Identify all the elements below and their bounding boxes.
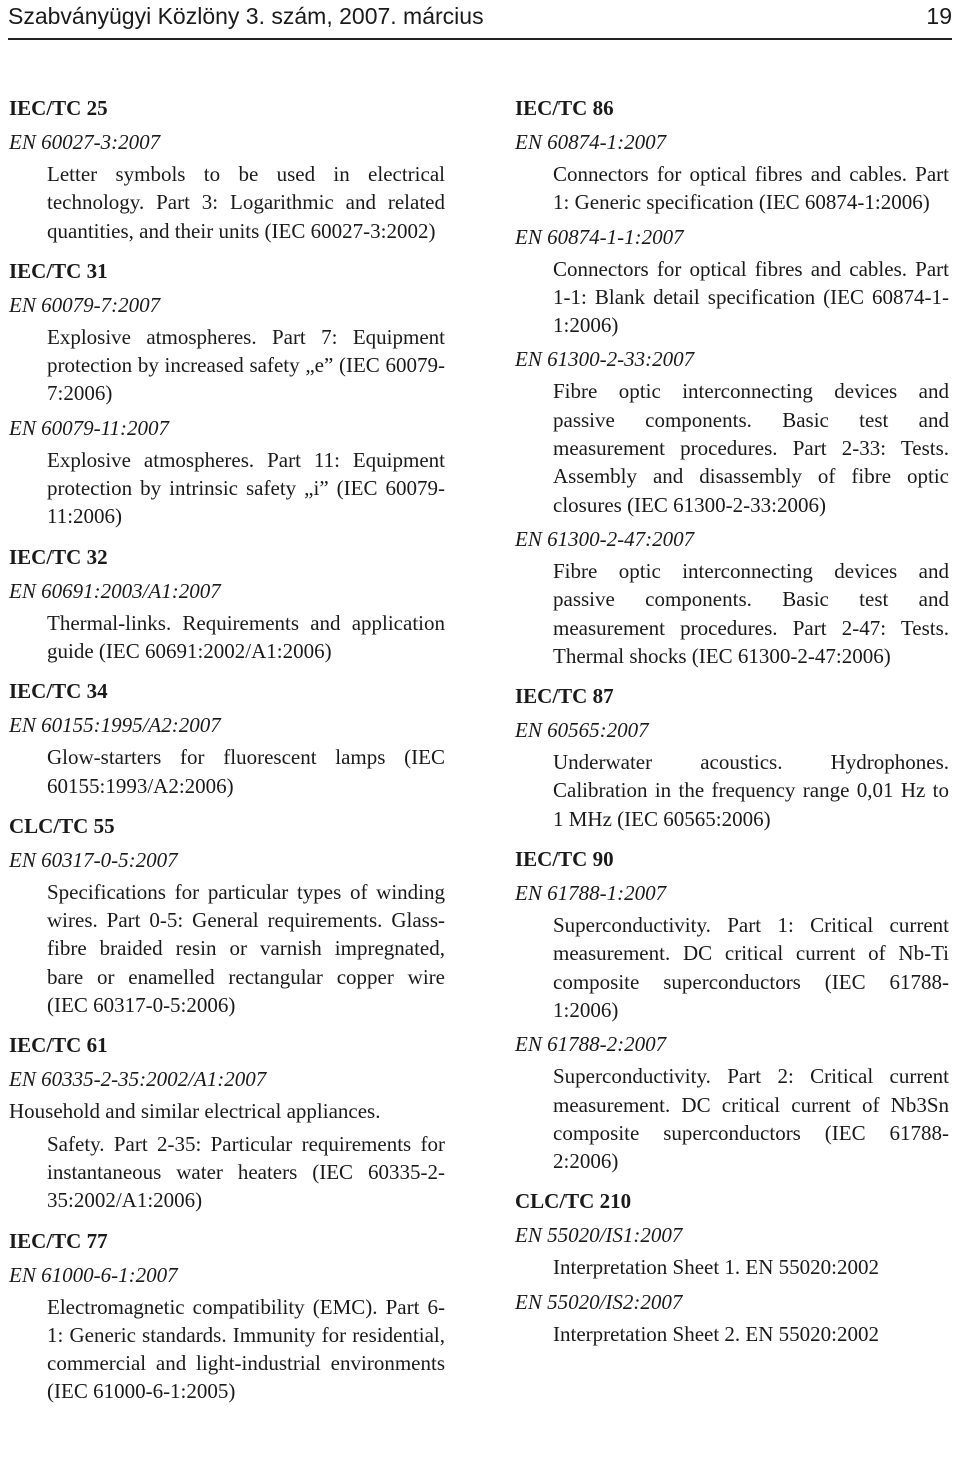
standard-description: Specifications for particular types of winding wires. Part 0-5: General requirements. Glass-fibre braided resin or varnish impregnated, bare or enamelled rectangular copper wire (IEC 60317-0-5:2006) — [47, 879, 445, 1018]
standard-description: Superconductivity. Part 1: Critical current measurement. DC critical current of Nb-Ti composite superconductors (IEC 61788-1:2006) — [553, 913, 949, 1022]
committee-heading: IEC/TC 25 — [9, 96, 108, 120]
standard-description: Letter symbols to be used in electrical technology. Part 3: Logarithmic and related quantities, and their units (IEC 60027-3:2002) — [47, 162, 445, 243]
standard-number: EN 60874-1:2007 — [515, 130, 667, 154]
right-column — [515, 90, 953, 1348]
standard-number: EN 60691:2003/A1:2007 — [9, 578, 221, 603]
standard-description: Superconductivity. Part 2: Critical current measurement. DC critical current of Nb3Sn composite superconductors (IEC 61788-2:2006) — [553, 1064, 949, 1174]
standard-number: EN 61788-1:2007 — [515, 881, 667, 906]
committee-heading: IEC/TC 87 — [515, 684, 614, 709]
standard-description: Fibre optic interconnecting devices and passive components. Basic test and measurement procedures. Part 2-47: Tests. Thermal shocks (IEC 61300-2-47:2006) — [553, 558, 949, 668]
standard-number: EN 61300-2-47:2007 — [515, 526, 695, 551]
standard-number: EN 55020/IS2:2007 — [515, 1289, 683, 1314]
standard-description: Interpretation Sheet 2. EN 55020:2002 — [553, 1321, 880, 1346]
committee-heading: IEC/TC 61 — [9, 1033, 108, 1058]
standard-description: Underwater acoustics. Hydrophones. Calibration in the frequency range 0,01 Hz to 1 MHz (IEC 60565:2006) — [553, 750, 949, 831]
standard-description: Thermal-links. Requirements and application guide (IEC 60691:2002/A1:2006) — [47, 610, 445, 663]
page-header — [8, 0, 952, 40]
standard-number: EN 60565:2007 — [515, 718, 649, 743]
left-column — [9, 90, 449, 1406]
committee-heading: IEC/TC 31 — [9, 258, 108, 283]
standard-description: Interpretation Sheet 1. EN 55020:2002 — [553, 1255, 880, 1280]
committee-heading: CLC/TC 55 — [9, 813, 115, 838]
committee-heading: CLC/TC 210 — [515, 1189, 632, 1214]
standard-number: EN 60155:1995/A2:2007 — [9, 713, 221, 738]
journal-title: Szabványügyi Közlöny 3. szám, 2007. március — [8, 3, 484, 29]
committee-heading: IEC/TC 86 — [515, 96, 614, 120]
committee-heading: IEC/TC 77 — [9, 1228, 108, 1253]
standard-description: Household and similar electrical appliances. — [9, 1099, 381, 1124]
standard-number: EN 60317-0-5:2007 — [9, 847, 178, 872]
standard-description: Fibre optic interconnecting devices and passive components. Basic test and measurement procedures. Part 2-33: Tests. Assembly and disassembly of fibre optic closures (IEC 61300-2-33:2006) — [553, 379, 949, 517]
page-number: 19 — [926, 3, 952, 29]
standard-description: Explosive atmospheres. Part 7: Equipment protection by increased safety „e” (IEC 60079-7:2006) — [47, 324, 445, 406]
standard-number: EN 55020/IS1:2007 — [515, 1223, 683, 1248]
standard-description: Glow-starters for fluorescent lamps (IEC 60155:1993/A2:2006) — [47, 745, 445, 798]
committee-heading: IEC/TC 34 — [9, 679, 108, 704]
standard-description: Connectors for optical fibres and cables. Part 1: Generic specification (IEC 60874-1:2006) — [553, 162, 949, 215]
standard-number: EN 60027-3:2007 — [9, 130, 161, 154]
standard-number: EN 61300-2-33:2007 — [515, 347, 695, 372]
standard-number: EN 61788-2:2007 — [515, 1032, 667, 1057]
standard-description: Safety. Part 2-35: Particular requirements for instantaneous water heaters (IEC 60335-2-35:2002/A1:2006) — [47, 1131, 445, 1213]
standard-number: EN 60079-11:2007 — [9, 415, 170, 440]
committee-heading: IEC/TC 32 — [9, 544, 108, 569]
standard-description: Connectors for optical fibres and cables. Part 1-1: Blank detail specification (IEC 60874-1-1:2006) — [553, 256, 949, 338]
standard-number: EN 61000-6-1:2007 — [9, 1262, 178, 1287]
standard-number: EN 60874-1-1:2007 — [515, 224, 684, 249]
committee-heading: IEC/TC 90 — [515, 847, 614, 872]
standard-description: Explosive atmospheres. Part 11: Equipment protection by intrinsic safety „i” (IEC 60079-11:2006) — [47, 447, 445, 529]
standard-number: EN 60079-7:2007 — [9, 292, 161, 317]
standard-description: Electromagnetic compatibility (EMC). Part 6-1: Generic standards. Immunity for residential, commercial and light-industrial environments (IEC 61000-6-1:2005) — [47, 1294, 445, 1404]
standard-number: EN 60335-2-35:2002/A1:2007 — [9, 1067, 267, 1092]
